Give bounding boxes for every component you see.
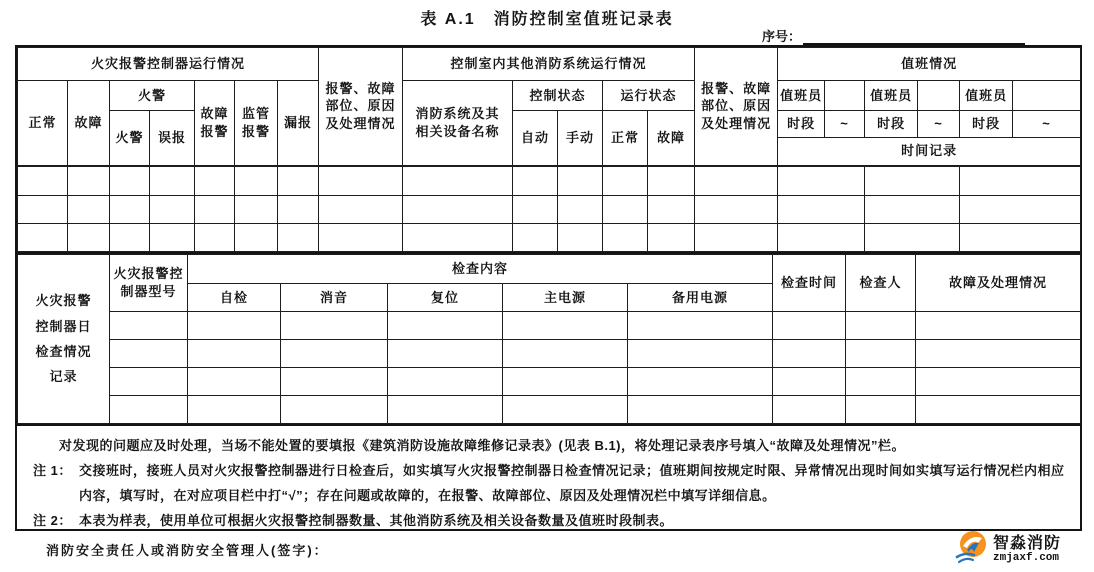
empty-cell <box>319 224 403 252</box>
empty-cell <box>773 340 846 368</box>
empty-cell <box>278 224 319 252</box>
header-duty-officer-1: 值班员 <box>778 81 825 111</box>
header-alarm-fault-detail-1: 报警、故障部位、原因及处理情况 <box>319 48 403 166</box>
header-period-3: 时段 <box>960 111 1013 138</box>
header-alarm-controller-status: 火灾报警控制器运行情况 <box>18 48 319 81</box>
header-alarm-fault-detail-2: 报警、故障部位、原因及处理情况 <box>695 48 778 166</box>
header-missed-alarm: 漏报 <box>278 81 319 166</box>
empty-cell <box>110 312 188 340</box>
header-daily-check-record: 火灾报警控制器日检查情况记录 <box>18 255 110 424</box>
header-normal: 正常 <box>18 81 68 166</box>
empty-cell <box>388 312 503 340</box>
empty-cell <box>778 166 865 196</box>
header-run-state: 运行状态 <box>603 81 695 111</box>
duty-officer-2-blank <box>918 81 960 111</box>
header-period-1: 时段 <box>778 111 825 138</box>
header-manual: 手动 <box>558 111 603 166</box>
period-2-range: ~ <box>918 111 960 138</box>
empty-cell <box>628 340 773 368</box>
empty-cell <box>865 196 960 224</box>
header-controller-model: 火灾报警控制器型号 <box>110 255 188 312</box>
empty-cell <box>603 166 648 196</box>
empty-cell <box>18 166 68 196</box>
header-false-alarm: 误报 <box>150 111 195 166</box>
header-backup-power: 备用电源 <box>628 284 773 312</box>
empty-cell <box>188 340 281 368</box>
serial-number-field <box>762 26 1025 45</box>
empty-cell <box>603 224 648 252</box>
header-control-state: 控制状态 <box>513 81 603 111</box>
empty-cell <box>916 340 1081 368</box>
header-system-name: 消防系统及其相关设备名称 <box>403 81 513 166</box>
header-self-test: 自检 <box>188 284 281 312</box>
empty-cell <box>648 224 695 252</box>
daily-inspection-table <box>17 254 1081 424</box>
empty-cell <box>235 166 278 196</box>
header-period-2: 时段 <box>865 111 918 138</box>
header-auto: 自动 <box>513 111 558 166</box>
duty-record-table <box>17 47 1081 252</box>
empty-cell <box>846 396 916 424</box>
serial-label: 序号： <box>762 29 802 44</box>
empty-cell <box>503 368 628 396</box>
header-fault: 故障 <box>68 81 110 166</box>
period-1-range: ~ <box>825 111 865 138</box>
empty-cell <box>278 196 319 224</box>
empty-cell <box>773 396 846 424</box>
empty-cell <box>773 368 846 396</box>
empty-cell <box>778 196 865 224</box>
empty-cell <box>195 224 235 252</box>
header-duty-officer-3: 值班员 <box>960 81 1013 111</box>
empty-cell <box>110 196 150 224</box>
empty-cell <box>513 224 558 252</box>
header-reset: 复位 <box>388 284 503 312</box>
empty-cell <box>319 166 403 196</box>
header-inspection-content: 检查内容 <box>188 255 773 284</box>
empty-cell <box>558 224 603 252</box>
empty-cell <box>960 196 1081 224</box>
note-1-text: 交接班时，接班人员对火灾报警控制器进行日检查后，如实填写火灾报警控制器日检查情况记录；值班期间按规定时限、异常情况出现时间如实填写运行情况栏内相应内容，填写时，在对应项目栏中打“√”；存在问题或故障的，在报警、故障部位、原因及处理情况栏中填写详细信息。 <box>79 463 1065 503</box>
empty-cell <box>110 396 188 424</box>
empty-cell <box>865 224 960 252</box>
header-time-record: 时间记录 <box>778 138 1081 166</box>
empty-cell <box>110 368 188 396</box>
empty-cell <box>388 368 503 396</box>
zmjaxf-logo-icon <box>954 529 990 572</box>
header-fire-alarm-group: 火警 <box>110 81 195 111</box>
empty-cell <box>628 396 773 424</box>
period-3-range: ~ <box>1013 111 1081 138</box>
empty-cell <box>68 196 110 224</box>
notes-section <box>17 424 1080 529</box>
empty-cell <box>695 166 778 196</box>
empty-cell <box>18 224 68 252</box>
empty-cell <box>695 224 778 252</box>
empty-cell <box>388 340 503 368</box>
empty-cell <box>513 166 558 196</box>
empty-cell <box>846 368 916 396</box>
header-duty-status: 值班情况 <box>778 48 1081 81</box>
empty-cell <box>281 340 388 368</box>
empty-cell <box>68 166 110 196</box>
signature-line-label: 消防安全责任人或消防安全管理人(签字)： <box>46 543 329 558</box>
empty-cell <box>235 224 278 252</box>
header-check-time: 检查时间 <box>773 255 846 312</box>
empty-cell <box>695 196 778 224</box>
duty-record-form <box>15 45 1082 531</box>
empty-cell <box>150 196 195 224</box>
empty-cell <box>18 196 68 224</box>
note-2-label: 注 2： <box>33 513 72 528</box>
empty-cell <box>558 196 603 224</box>
note-2 <box>33 508 1066 533</box>
empty-cell <box>503 396 628 424</box>
empty-cell <box>960 224 1081 252</box>
empty-cell <box>188 312 281 340</box>
empty-cell <box>388 396 503 424</box>
empty-cell <box>235 196 278 224</box>
empty-cell <box>916 368 1081 396</box>
empty-cell <box>603 196 648 224</box>
page-title: 表 A.1 消防控制室值班记录表 <box>420 11 674 28</box>
header-run-normal: 正常 <box>603 111 648 166</box>
empty-cell <box>403 224 513 252</box>
header-other-systems-status: 控制室内其他消防系统运行情况 <box>403 48 695 81</box>
watermark <box>954 529 1061 572</box>
note-1 <box>33 458 1066 508</box>
duty-officer-1-blank <box>825 81 865 111</box>
empty-cell <box>403 196 513 224</box>
empty-cell <box>916 396 1081 424</box>
watermark-url: zmjaxf.com <box>993 552 1060 565</box>
empty-cell <box>916 312 1081 340</box>
note-general: 对发现的问题应及时处理，当场不能处置的要填报《建筑消防设施故障维修记录表》(见表 B.1)，将处理记录表序号填入“故障及处理情况”栏。 <box>59 438 906 453</box>
serial-blank-line <box>803 29 1025 45</box>
header-duty-officer-2: 值班员 <box>865 81 918 111</box>
watermark-name: 智淼消防 <box>993 535 1062 553</box>
empty-cell <box>960 166 1081 196</box>
empty-cell <box>278 166 319 196</box>
empty-cell <box>281 368 388 396</box>
empty-cell <box>403 166 513 196</box>
header-run-fault: 故障 <box>648 111 695 166</box>
empty-cell <box>110 340 188 368</box>
empty-cell <box>628 312 773 340</box>
empty-cell <box>110 166 150 196</box>
empty-cell <box>503 312 628 340</box>
header-fire-alarm: 火警 <box>110 111 150 166</box>
empty-cell <box>773 312 846 340</box>
empty-cell <box>281 396 388 424</box>
empty-cell <box>68 224 110 252</box>
header-fault-handling: 故障及处理情况 <box>916 255 1081 312</box>
empty-cell <box>503 340 628 368</box>
empty-cell <box>513 196 558 224</box>
empty-cell <box>628 368 773 396</box>
empty-cell <box>648 166 695 196</box>
note-2-text: 本表为样表，使用单位可根据火灾报警控制器数量、其他消防系统及相关设备数量及值班时段制表。 <box>79 513 674 528</box>
header-fault-alarm: 故障报警 <box>195 81 235 166</box>
empty-cell <box>195 166 235 196</box>
empty-cell <box>319 196 403 224</box>
duty-officer-3-blank <box>1013 81 1081 111</box>
empty-cell <box>150 224 195 252</box>
header-supervisory-alarm: 监管报警 <box>235 81 278 166</box>
empty-cell <box>865 166 960 196</box>
empty-cell <box>195 196 235 224</box>
empty-cell <box>188 396 281 424</box>
empty-cell <box>778 224 865 252</box>
empty-cell <box>281 312 388 340</box>
empty-cell <box>558 166 603 196</box>
empty-cell <box>188 368 281 396</box>
header-main-power: 主电源 <box>503 284 628 312</box>
empty-cell <box>150 166 195 196</box>
note-1-label: 注 1： <box>33 463 72 478</box>
empty-cell <box>648 196 695 224</box>
header-mute: 消音 <box>281 284 388 312</box>
empty-cell <box>846 312 916 340</box>
header-checker: 检查人 <box>846 255 916 312</box>
empty-cell <box>110 224 150 252</box>
empty-cell <box>846 340 916 368</box>
